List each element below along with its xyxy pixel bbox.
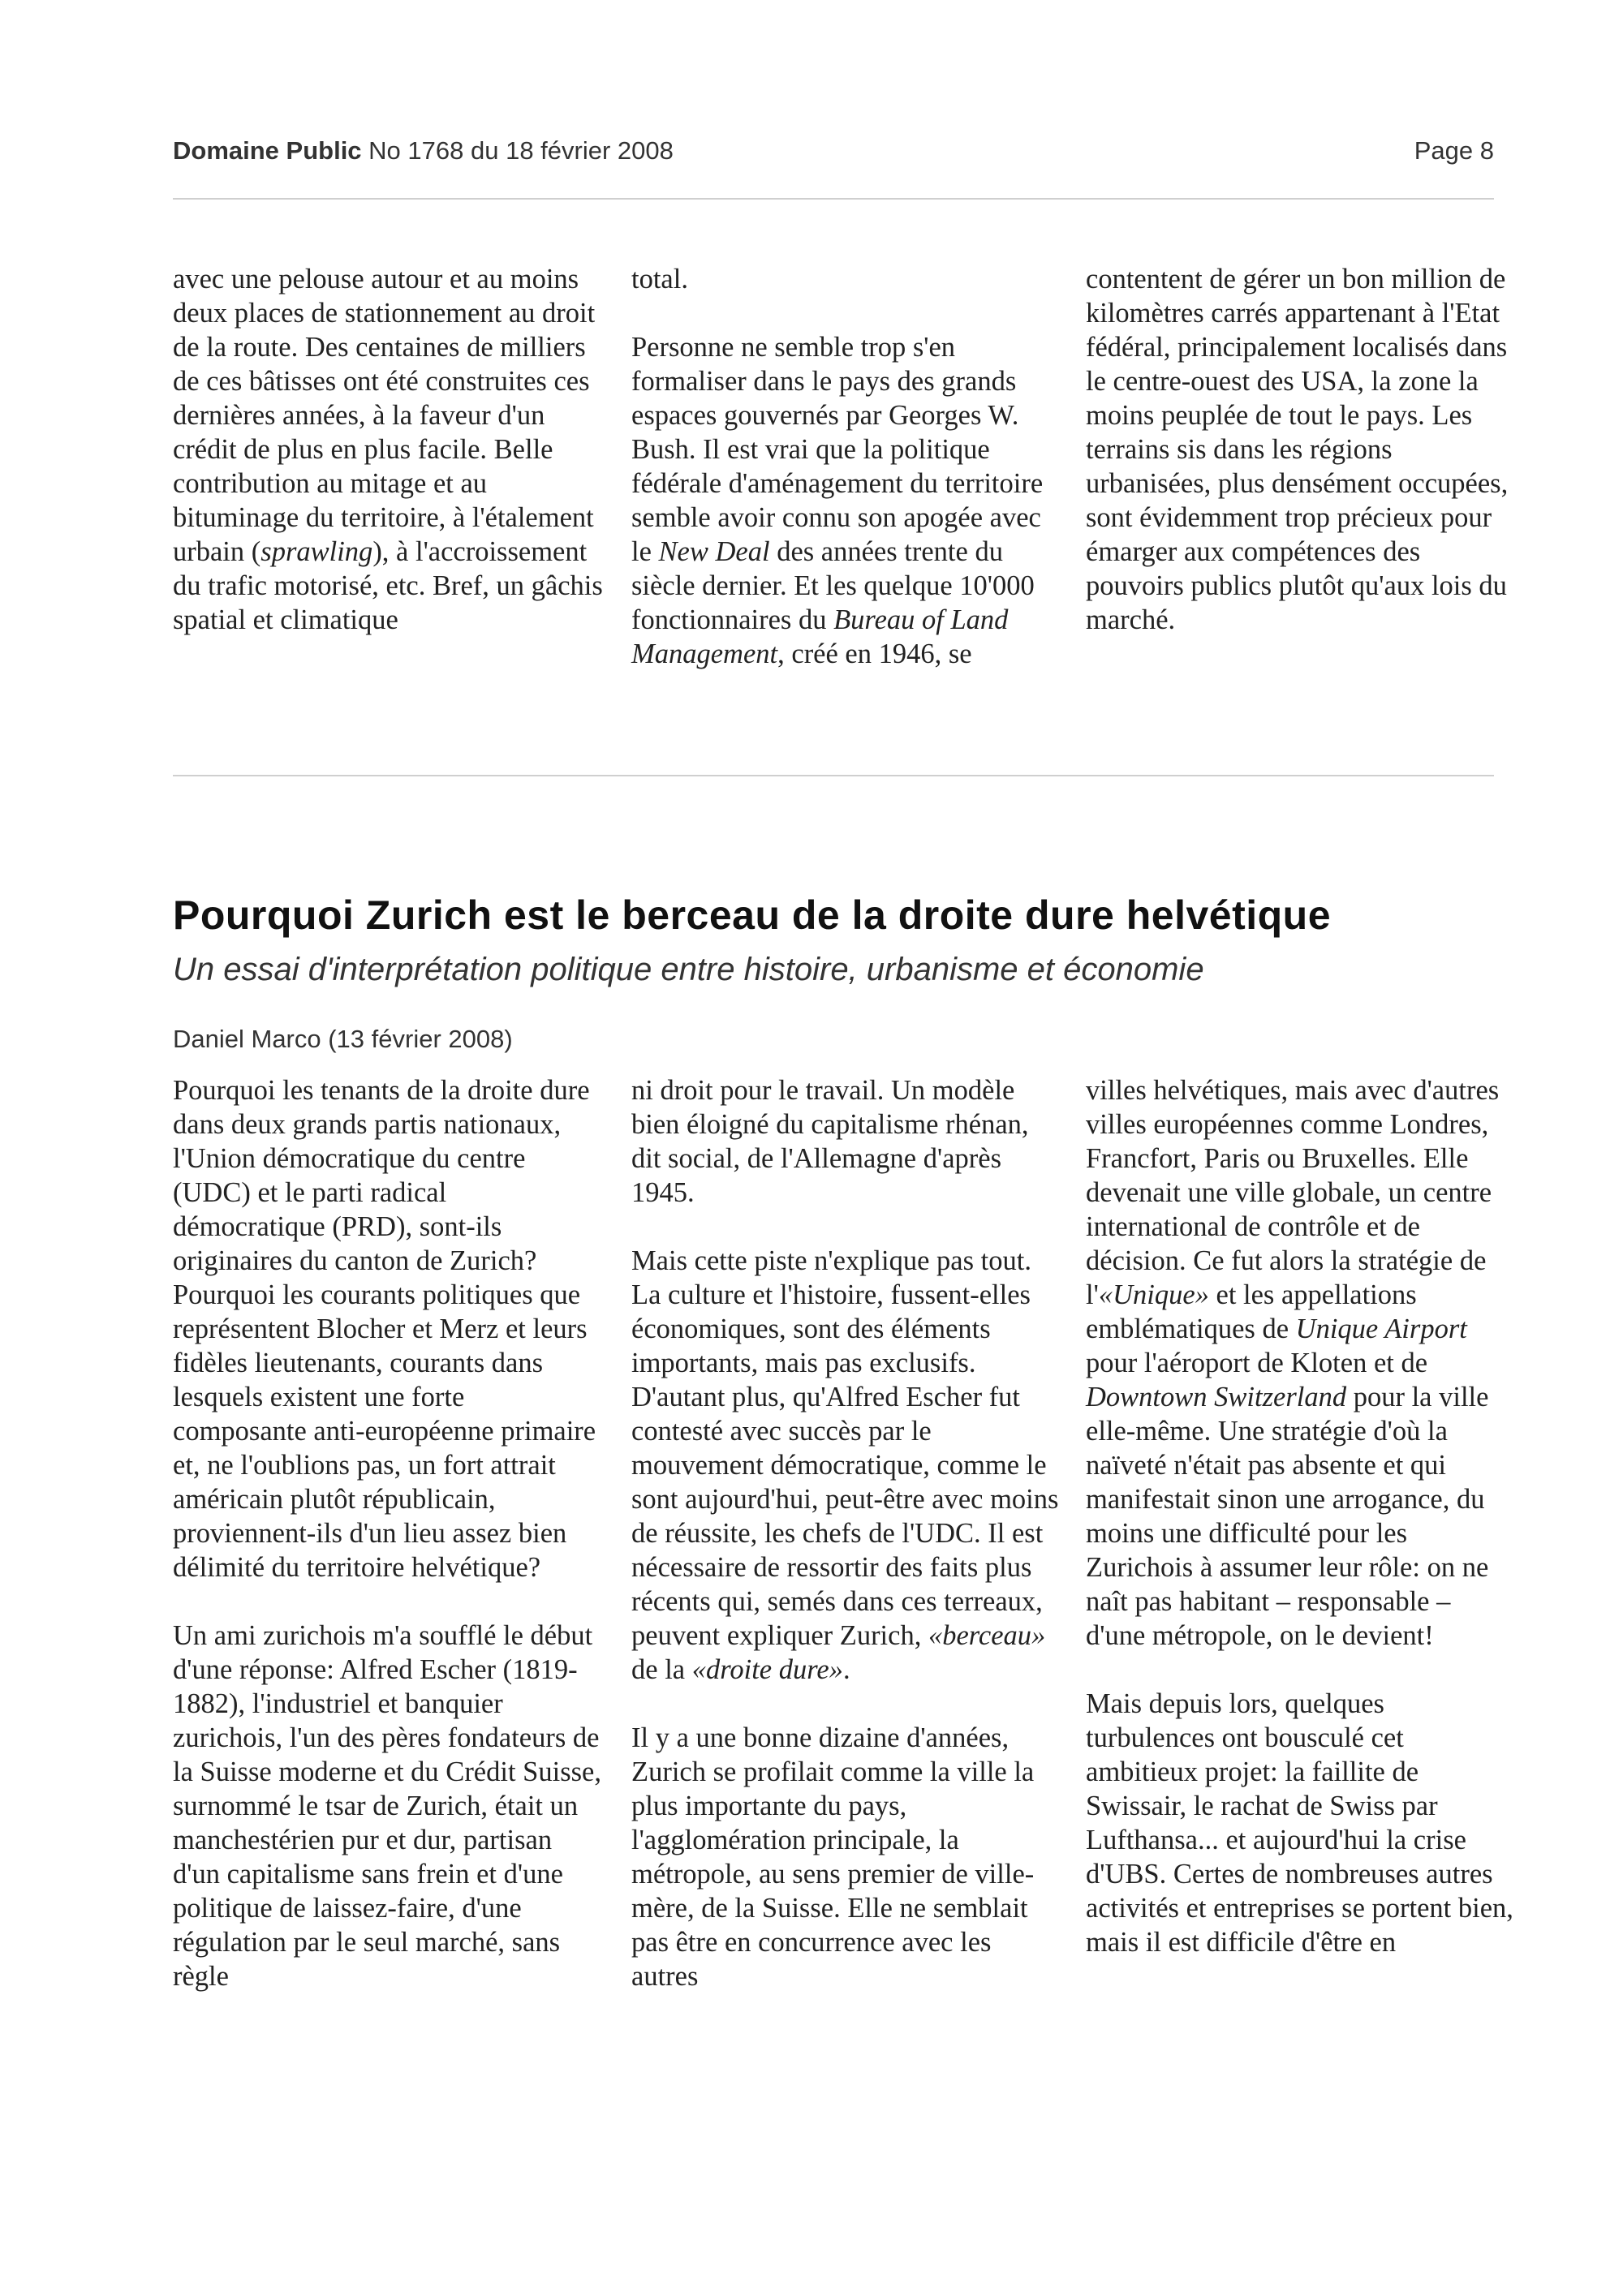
paragraph: ni droit pour le travail. Un modèle bien éloigné du capitalisme rhénan, dit social, de l'Allemagne d'après 1945. xyxy=(631,1075,1029,1208)
previous-article-column-1 xyxy=(173,262,603,637)
paragraph: Un ami zurichois m'a soufflé le début d'une réponse: Alfred Escher (1819-1882), l'industriel et banquier zurichois, l'un des pères fondateurs de la Suisse moderne et du Crédit Suisse, surnommé le tsar de Zurich, était un manchestérien pur et dur, partisan d'un capitalisme sans frein et d'une politique de laissez-faire, d'une régulation par le seul marché, sans règle xyxy=(173,1620,601,1992)
paragraph: contentent de gérer un bon million de kilomètres carrés appartenant à l'Etat fédéral, principalement localisés dans le centre-ouest des USA, la zone la moins peuplée de tout le pays. Les terrains sis dans les régions urbanisées, plus densément occupées, sont évidemment trop précieux pour émarger aux compétences des pouvoirs publics plutôt qu'aux lois du marché. xyxy=(1086,264,1509,635)
paragraph: Il y a une bonne dizaine d'années, Zurich se profilait comme la ville la plus importante du pays, l'agglomération principale, la métropole, au sens premier de ville-mère, de la Suisse. Elle ne semblait pas être en concurrence avec les autres xyxy=(631,1722,1035,1992)
article-byline: Daniel Marco (13 février 2008) xyxy=(173,1025,513,1053)
previous-article-column-3 xyxy=(1086,262,1516,637)
article-title: Pourquoi Zurich est le berceau de la droite dure helvétique xyxy=(173,892,1332,938)
paragraph: Pourquoi les tenants de la droite dure dans deux grands partis nationaux, l'Union démocratique du centre (UDC) et le parti radical démocratique (PRD), sont-ils originaires du canton de Zurich? Pourquoi les courants politiques que représentent Blocher et Merz et leurs fidèles lieutenants, courants dans lesquels existent une forte composante anti-européenne primaire et, ne l'oublions pas, un fort attrait américain plutôt républicain, proviennent-ils d'un lieu assez bien délimité du territoire helvétique? xyxy=(173,1075,596,1583)
article-subtitle: Un essai d'interprétation politique entre histoire, urbanisme et économie xyxy=(173,952,1204,987)
article-column-3 xyxy=(1086,1073,1516,1959)
paragraph: Mais cette piste n'explique pas tout. La culture et l'histoire, fussent-elles économiques, sont des éléments importants, mais pas exclusifs. D'autant plus, qu'Alfred Escher fut contesté avec succès par le mouvement démocratique, comme le sont aujourd'hui, peut-être avec moins de réussite, les chefs de l'UDC. Il est nécessaire de ressortir des faits plus récents qui, semés dans ces terreaux, peuvent expliquer Zurich, «berceau» de la «droite dure». xyxy=(631,1245,1059,1685)
paragraph: total. xyxy=(631,264,688,295)
page-header xyxy=(173,135,1494,167)
paragraph: avec une pelouse autour et au moins deux places de stationnement au droit de la route. Des centaines de milliers de ces bâtisses ont été construites ces dernières années, à la faveur d'un crédit de plus en plus facile. Belle contribution au mitage et au bituminage du territoire, à l'étalement urbain (sprawling), à l'accroissement du trafic motorisé, etc. Bref, un gâchis spatial et climatique xyxy=(173,264,603,635)
article-column-2 xyxy=(631,1073,1061,1993)
article-column-1 xyxy=(173,1073,603,1993)
paragraph: villes helvétiques, mais avec d'autres villes européennes comme Londres, Francfort, Paris ou Bruxelles. Elle devenait une ville globale, un centre international de contrôle et de décision. Ce fut alors la stratégie de l'«Unique» et les appellations emblématiques de Unique Airport pour l'aéroport de Kloten et de Downtown Switzerland pour la ville elle-même. Une stratégie d'où la naïveté n'était pas absente et qui manifestait sinon une arrogance, du moins une difficulté pour les Zurichois à assumer leur rôle: on ne naît pas habitant – responsable – d'une métropole, on le devient! xyxy=(1086,1075,1500,1651)
previous-article-column-2 xyxy=(631,262,1061,671)
header-divider xyxy=(173,198,1494,200)
article-divider xyxy=(173,775,1494,776)
paragraph: Personne ne semble trop s'en formaliser dans le pays des grands espaces gouvernés par Georges W. Bush. Il est vrai que la politique fédérale d'aménagement du territoire semble avoir connu son apogée avec le New Deal des années trente du siècle dernier. Et les quelque 10'000 fonctionnaires du Bureau of Land Management, créé en 1946, se xyxy=(631,332,1044,669)
paragraph: Mais depuis lors, quelques turbulences ont bousculé cet ambitieux projet: la faillite de Swissair, le rachat de Swiss par Lufthansa... et aujourd'hui la crise d'UBS. Certes de nombreuses autres activités et entreprises se portent bien, mais il est difficile d'être en xyxy=(1086,1688,1513,1958)
issue-info: No 1768 du 18 février 2008 xyxy=(368,136,674,165)
page-number: Page 8 xyxy=(1414,136,1494,165)
publication-name: Domaine Public xyxy=(173,136,362,165)
